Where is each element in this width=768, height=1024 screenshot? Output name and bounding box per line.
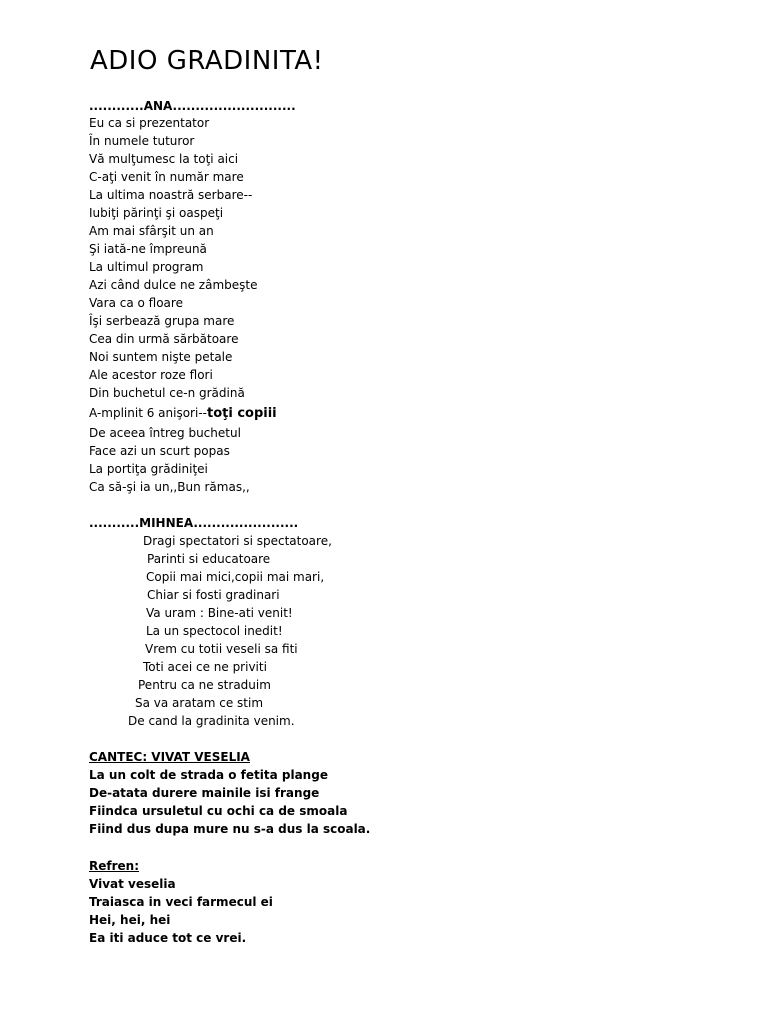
ana-line: Am mai sfârşit un an	[89, 224, 214, 238]
mihnea-line: Sa va aratam ce stim	[135, 696, 264, 710]
ana-line: Vă mulţumesc la toţi aici	[89, 152, 239, 166]
refrain-line: Vivat veselia	[89, 877, 176, 891]
mihnea-header: ...........MIHNEA.......................	[89, 516, 299, 530]
mihnea-line: Vrem cu totii veseli sa fiti	[145, 642, 298, 656]
mihnea-line: Parinti si educatoare	[147, 552, 271, 566]
ana-line: Iubiţi părinţi şi oaspeţi	[89, 206, 224, 220]
mihnea-line: Va uram : Bine-ati venit!	[146, 606, 293, 620]
mihnea-line: Pentru ca ne straduim	[138, 678, 271, 692]
ana-line: Ca să-şi ia un,,Bun rămas,,	[89, 480, 250, 494]
ana-line-emphasis: toţi copiii	[206, 406, 277, 421]
mihnea-line: Dragi spectatori si spectatoare,	[143, 534, 332, 548]
refrain-label: Refren:	[89, 859, 139, 873]
mihnea-line: Chiar si fosti gradinari	[147, 588, 280, 602]
song-verse-line: Fiind dus dupa mure nu s-a dus la scoala.	[89, 822, 371, 836]
ana-line: Cea din urmă sărbătoare	[89, 332, 239, 346]
refrain-line: Ea iti aduce tot ce vrei.	[89, 931, 247, 945]
ana-line-prefix: A-mplinit 6 anişori--	[89, 406, 207, 420]
ana-line: Din buchetul ce-n grădină	[89, 386, 245, 400]
song-verse-line: De-atata durere mainile isi frange	[89, 786, 320, 800]
ana-line: La ultimul program	[89, 260, 204, 274]
ana-line: Şi iată-ne împreună	[89, 242, 207, 256]
song-verse-line: La un colt de strada o fetita plange	[89, 768, 328, 782]
ana-line: În numele tuturor	[89, 134, 195, 148]
ana-line: De aceea întreg buchetul	[89, 426, 241, 440]
song-verse-line: Fiindca ursuletul cu ochi ca de smoala	[89, 804, 348, 818]
refrain-line: Hei, hei, hei	[89, 913, 171, 927]
ana-line-mixed	[89, 404, 277, 423]
refrain-line: Traiasca in veci farmecul ei	[89, 895, 273, 909]
ana-header: ............ANA...........................	[89, 99, 296, 113]
ana-line: Îşi serbează grupa mare	[89, 314, 235, 328]
ana-line: Face azi un scurt popas	[89, 444, 230, 458]
ana-line: Noi suntem nişte petale	[89, 350, 233, 364]
ana-line: Vara ca o floare	[89, 296, 183, 310]
ana-line: C-aţi venit în număr mare	[89, 170, 244, 184]
document-title: ADIO GRADINITA!	[90, 46, 324, 76]
mihnea-line: De cand la gradinita venim.	[128, 714, 295, 728]
mihnea-line: La un spectocol inedit!	[146, 624, 283, 638]
ana-line: La ultima noastră serbare--	[89, 188, 253, 202]
ana-line: Eu ca si prezentator	[89, 116, 210, 130]
ana-line: La portiţa grădiniţei	[89, 462, 208, 476]
ana-line: Azi când dulce ne zâmbeşte	[89, 278, 258, 292]
ana-line: Ale acestor roze flori	[89, 368, 213, 382]
mihnea-line: Copii mai mici,copii mai mari,	[146, 570, 325, 584]
song-title: CANTEC: VIVAT VESELIA	[89, 750, 250, 764]
mihnea-line: Toti acei ce ne priviti	[143, 660, 267, 674]
